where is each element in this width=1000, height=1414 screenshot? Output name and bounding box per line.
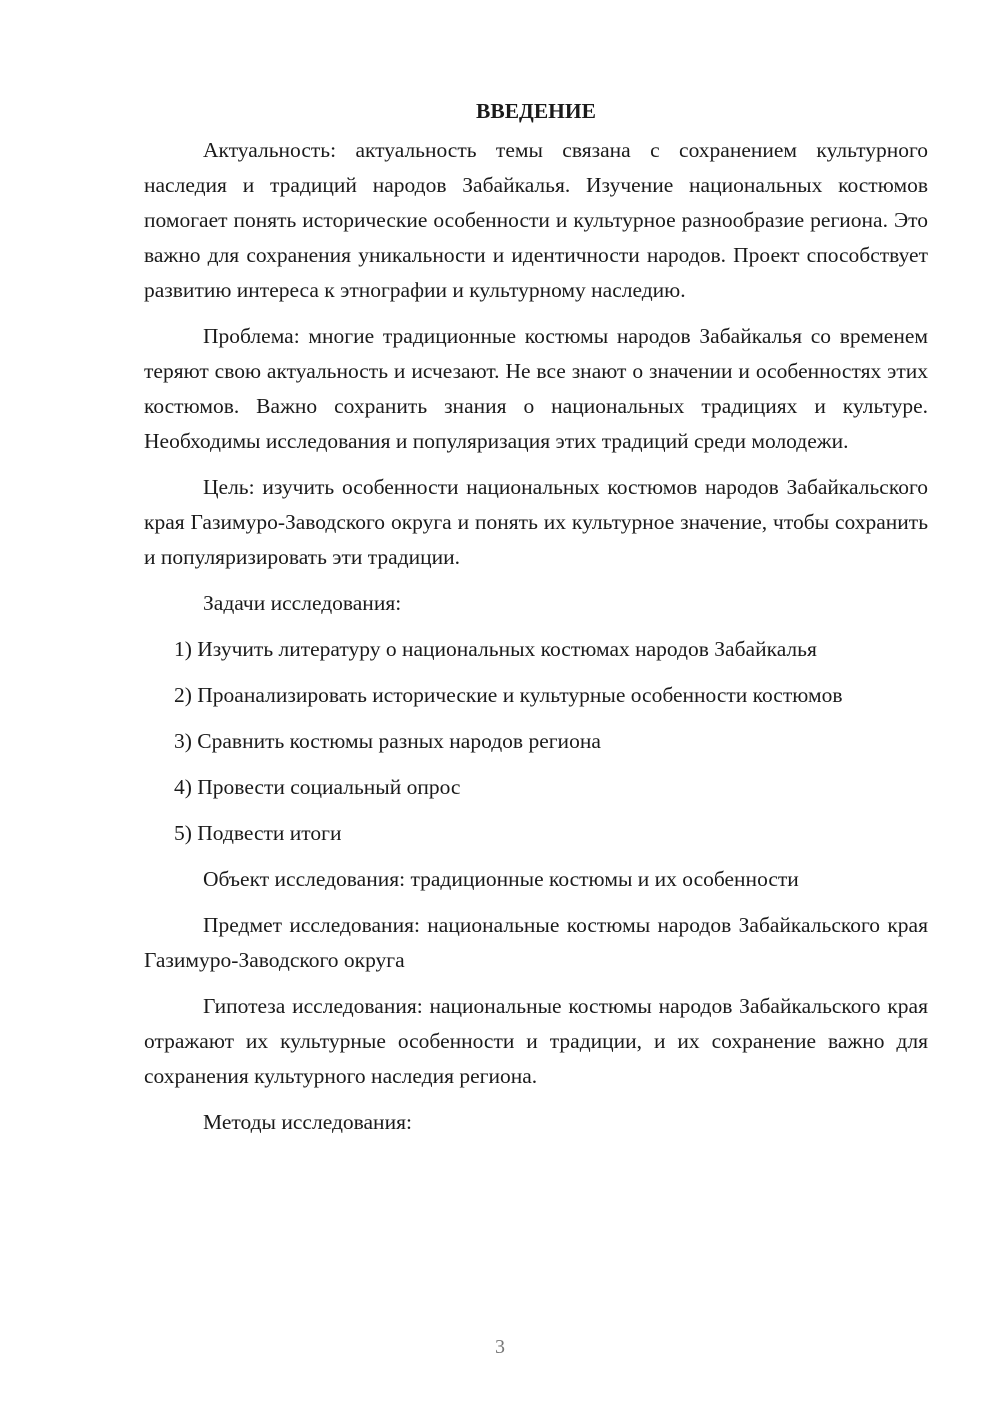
task-item: 3) Сравнить костюмы разных народов региона	[174, 729, 601, 753]
task-item: 4) Провести социальный опрос	[174, 775, 461, 799]
task-item: 1) Изучить литературу о национальных костюмах народов Забайкалья	[174, 637, 817, 661]
page-content	[144, 94, 928, 1151]
methods-title: Методы исследования:	[203, 1110, 412, 1134]
tasks-list	[144, 632, 928, 851]
object-paragraph: Объект исследования: традиционные костюмы и их особенности	[203, 867, 799, 891]
problem-paragraph: Проблема: многие традиционные костюмы народов Забайкалья со временем теряют свою актуальность и исчезают. Не все знают о значении и особенностях этих костюмов. Важно сохранить знания о национальных традициях и культуре. Необходимы исследования и популяризация этих традиций среди молодежи.	[144, 324, 928, 453]
subject-paragraph: Предмет исследования: национальные костюмы народов Забайкальского края Газимуро-Заводского округа	[144, 913, 928, 972]
task-item: 2) Проанализировать исторические и культурные особенности костюмов	[174, 683, 843, 707]
tasks-title: Задачи исследования:	[203, 591, 402, 615]
task-item: 5) Подвести итоги	[174, 821, 342, 845]
relevance-paragraph: Актуальность: актуальность темы связана с сохранением культурного наследия и традиций народов Забайкалья. Изучение национальных костюмов помогает понять исторические особенности и культурное разнообразие региона. Это важно для сохранения уникальности и идентичности народов. Проект способствует развитию интереса к этнографии и культурному наследию.	[144, 138, 928, 302]
hypothesis-paragraph: Гипотеза исследования: национальные костюмы народов Забайкальского края отражают их культурные особенности и традиции, и их сохранение важно для сохранения культурного наследия региона.	[144, 994, 928, 1088]
section-heading: ВВЕДЕНИЕ	[476, 99, 596, 123]
page-number: 3	[495, 1336, 505, 1358]
goal-paragraph: Цель: изучить особенности национальных костюмов народов Забайкальского края Газимуро-Заводского округа и понять их культурное значение, чтобы сохранить и популяризировать эти традиции.	[144, 475, 928, 569]
